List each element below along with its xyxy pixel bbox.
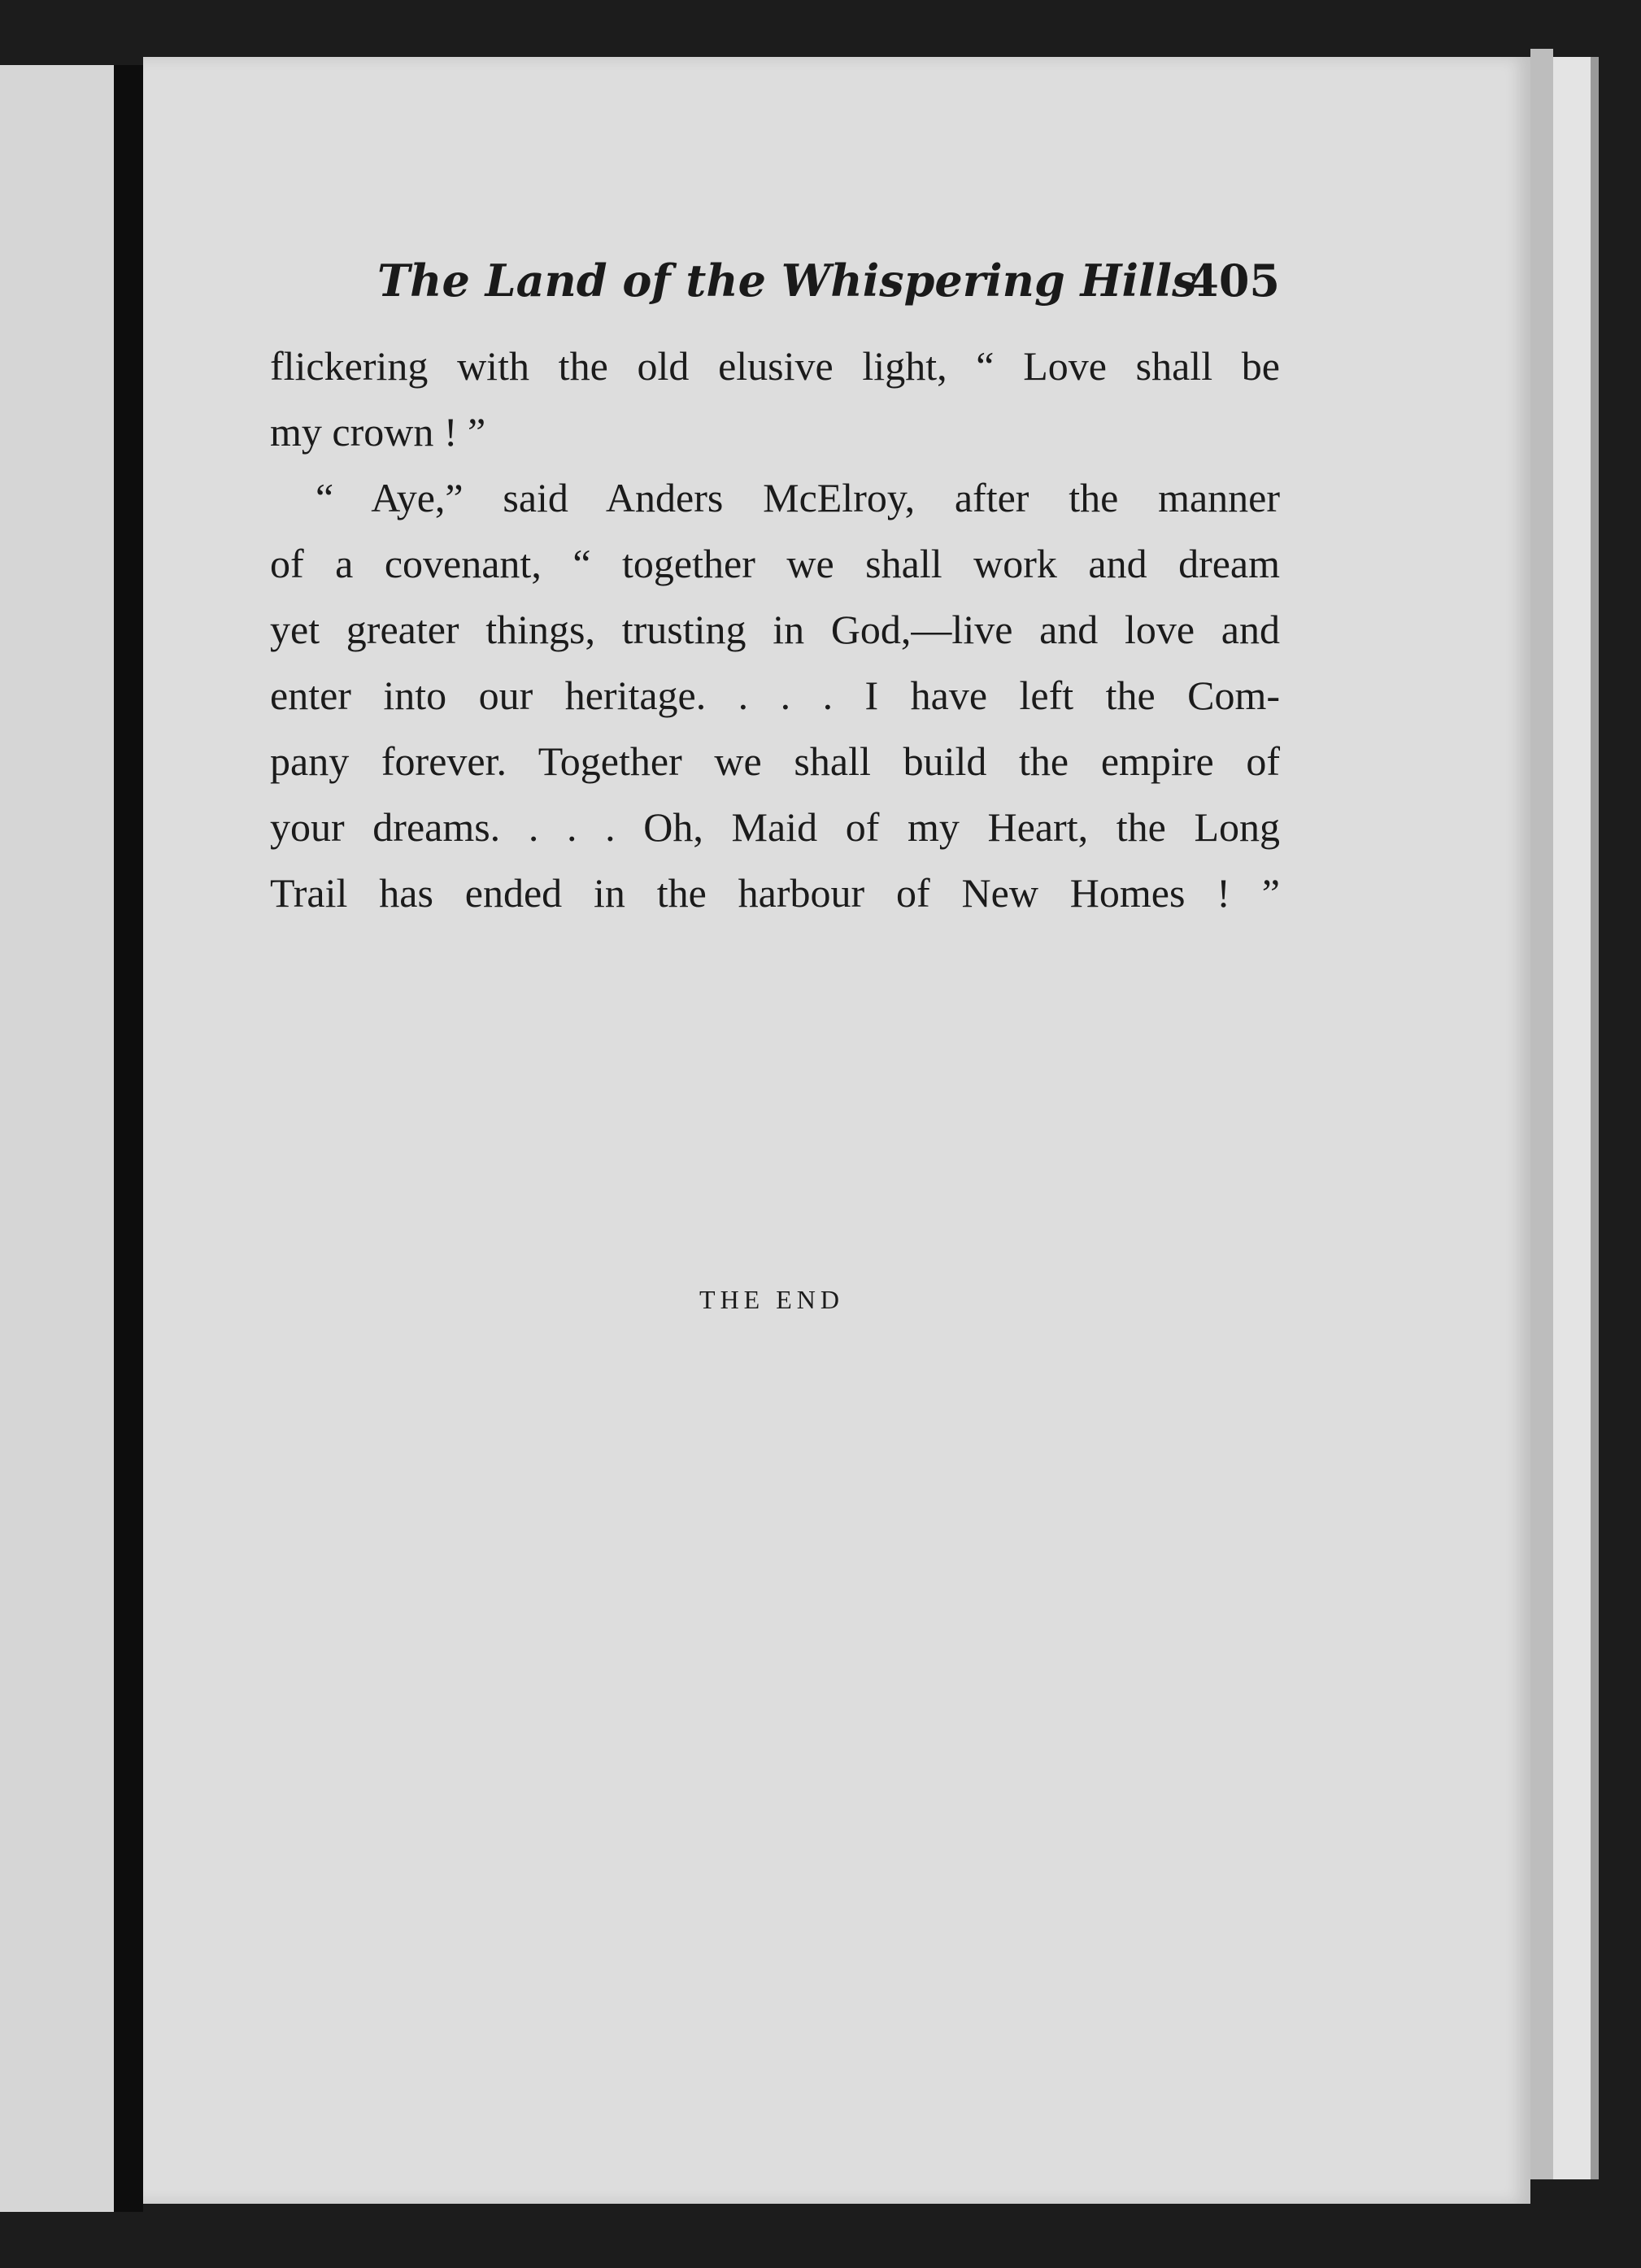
text-line: flickering with the old elusive light, “ Love shall be: [270, 343, 1280, 389]
running-head: [377, 252, 1280, 309]
page-stack-edge: [1553, 57, 1591, 2179]
text-line: Trail has ended in the harbour of New Homes ! ”: [270, 870, 1280, 916]
text-line: pany forever. Together we shall build the empire of: [270, 738, 1280, 784]
text-line: “ Aye,” said Anders McElroy, after the manner: [316, 475, 1280, 520]
page-stack-edge-dark: [1591, 57, 1599, 2179]
the-end-heading: THE END: [699, 1285, 844, 1314]
book-gutter: [114, 65, 143, 2212]
page-edge-shadow: [1530, 49, 1553, 2179]
adjacent-page-edge: [0, 65, 114, 2212]
text-line: yet greater things, trusting in God,—live and love and: [270, 607, 1280, 652]
text-line: your dreams. . . . Oh, Maid of my Heart, the Long: [270, 804, 1280, 850]
running-head-title: The Land of the Whispering Hills: [377, 255, 1197, 307]
body-text: [270, 333, 1280, 926]
page-number: 405: [1188, 255, 1280, 307]
text-line: enter into our heritage. . . . I have left the Com-: [270, 673, 1280, 718]
text-line: my crown ! ”: [270, 409, 486, 455]
text-line: of a covenant, “ together we shall work and dream: [270, 541, 1280, 586]
